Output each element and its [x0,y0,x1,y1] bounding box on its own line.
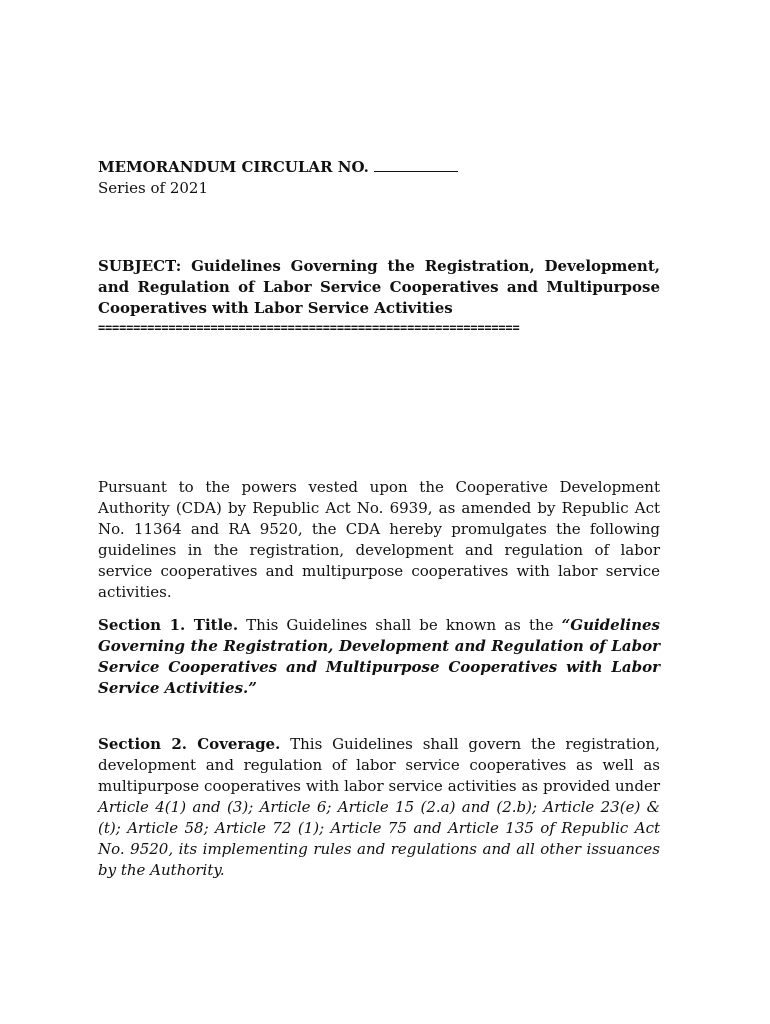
intro-paragraph: Pursuant to the powers vested upon the Cooperative Development Authority (CDA) by Republic Act No. 6939, as amended by Republic Act No. 11364 and RA 9520, the CDA hereby promulgates the following guidelines in the registration, development and regulation of labor service cooperatives and multipurpose cooperatives with labor service activities. [98,478,660,601]
memo-title: MEMORANDUM CIRCULAR NO. [98,158,369,176]
subject-heading: SUBJECT: Guidelines Governing the Registration, Development, and Regulation of Labor Service Cooperatives and Multipurpose Cooperatives with Labor Service Activities [98,257,660,317]
memo-title-line [98,157,660,178]
memo-header [98,157,660,199]
section-1-lead: This Guidelines shall be known as the [238,616,562,634]
section-2-paragraph [98,734,660,881]
memo-number-blank [374,157,458,172]
section-2-lead: This Guidelines shall govern the registration, development and regulation of labor service cooperatives as well as multipurpose cooperatives with labor service activities as provided under [98,735,660,795]
divider-rule: ============================================================ [98,321,520,335]
memo-series: Series of 2021 [98,179,208,197]
section-2-heading: Section 2. Coverage. [98,735,281,753]
section-1-heading: Section 1. Title. [98,616,239,634]
section-1-title-quote: “Guidelines Governing the Registration, Development and Regulation of Labor Service Cooperatives and Multipurpose Cooperatives with Labor Service Activities.” [98,616,661,697]
section-2-references: Article 4(1) and (3); Article 6; Article 15 (2.a) and (2.b); Article 23(e) & (t); Article 58; Article 72 (1); Article 75 and Article 135 of Republic Act No. 9520, its implementing rules and regulations and all other issuances by the Authority. [98,798,660,879]
section-1-paragraph [98,615,660,699]
